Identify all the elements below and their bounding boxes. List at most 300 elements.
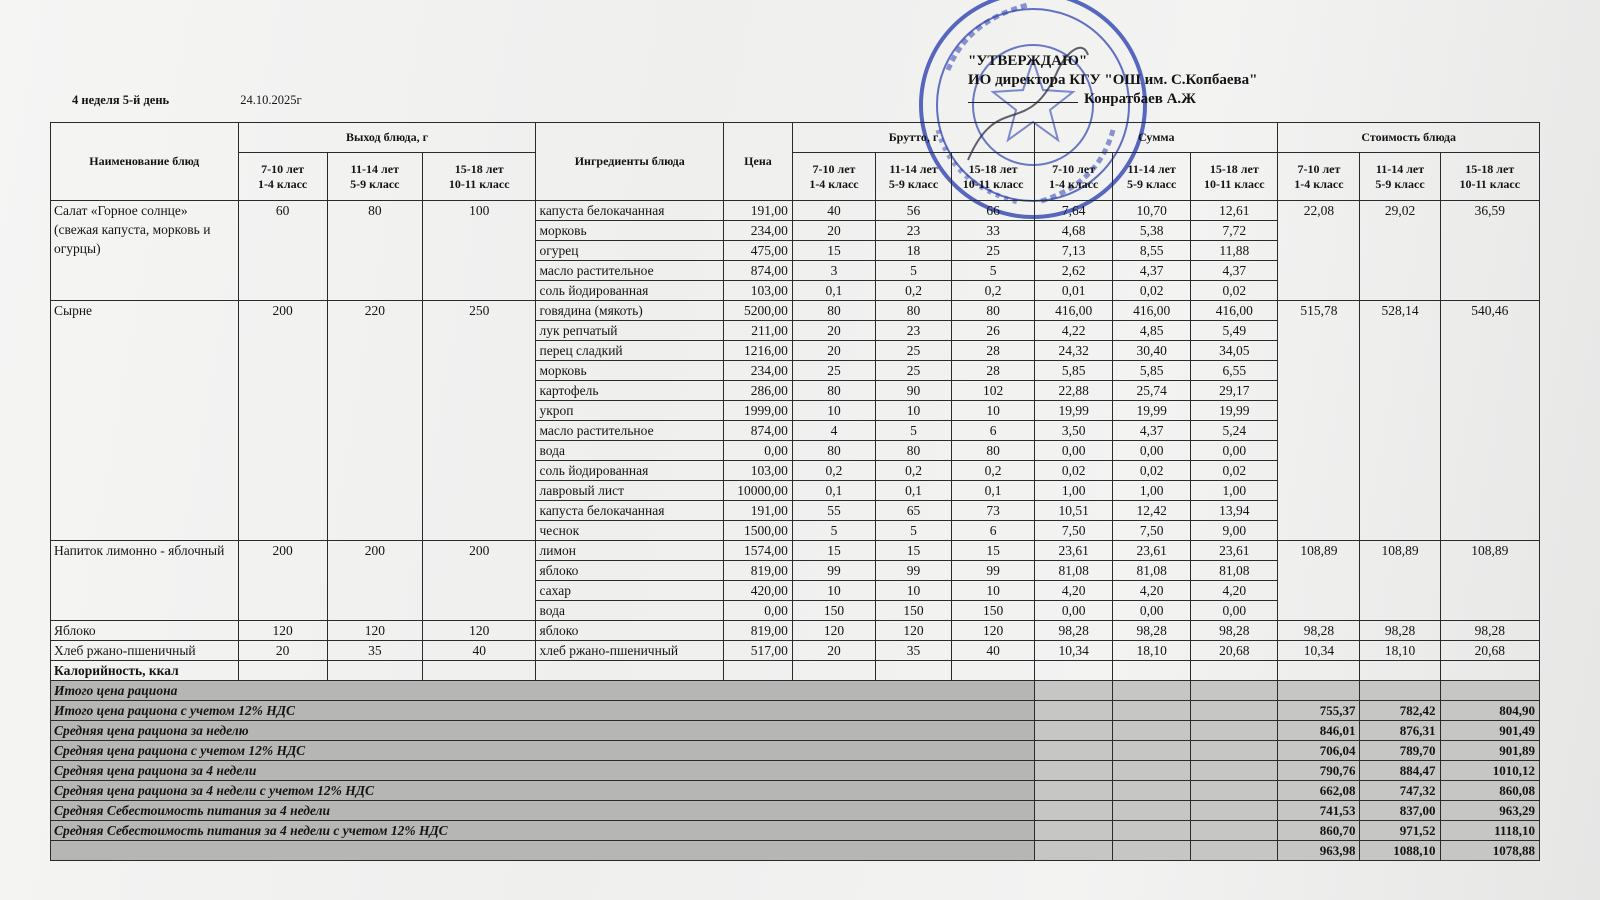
ingredient-sum: 81,08 — [1113, 561, 1191, 581]
ingredient-gross: 28 — [952, 361, 1035, 381]
calories-cell — [876, 661, 952, 681]
total-value: 860,70 — [1278, 821, 1360, 841]
dish-name: Сырне — [51, 301, 239, 541]
total-value: 662,08 — [1278, 781, 1360, 801]
menu-day-header — [72, 93, 302, 108]
ingredient-sum: 7,64 — [1035, 201, 1113, 221]
ingredient-name: говядина (мякоть) — [536, 301, 724, 321]
calories-cell — [952, 661, 1035, 681]
total-value: 782,42 — [1360, 701, 1440, 721]
dish-cost: 22,08 — [1278, 201, 1360, 301]
ingredient-sum: 81,08 — [1035, 561, 1113, 581]
total-value: 876,31 — [1360, 721, 1440, 741]
col-output: Выход блюда, г — [238, 123, 536, 153]
calories-cell — [723, 661, 792, 681]
ingredient-sum: 4,20 — [1113, 581, 1191, 601]
calories-cell — [422, 661, 536, 681]
total-value: 804,90 — [1440, 701, 1539, 721]
dish-cost: 98,28 — [1440, 621, 1539, 641]
total-value: 741,53 — [1278, 801, 1360, 821]
ingredient-gross: 33 — [952, 221, 1035, 241]
ingredient-gross: 10 — [792, 581, 875, 601]
total-empty — [1113, 801, 1191, 821]
ingredient-sum: 12,61 — [1191, 201, 1278, 221]
total-empty — [1035, 721, 1113, 741]
ingredient-sum: 23,61 — [1035, 541, 1113, 561]
total-row — [51, 841, 1540, 861]
grade-range: 10-11 класс — [1203, 176, 1265, 191]
approval-position: ИО директора КГУ "ОШ им. С.Копбаева" — [968, 72, 1258, 88]
ingredient-gross: 5 — [876, 521, 952, 541]
total-row — [51, 781, 1540, 801]
ingredient-gross: 0,1 — [792, 481, 875, 501]
ingredient-gross: 20 — [792, 321, 875, 341]
total-label: Средняя цена рациона за неделю — [51, 721, 1035, 741]
ingredient-gross: 0,1 — [952, 481, 1035, 501]
calories-cell — [1191, 661, 1278, 681]
total-value — [1278, 681, 1360, 701]
ingredient-sum: 0,00 — [1035, 601, 1113, 621]
dish-output: 200 — [238, 541, 327, 621]
ingredient-gross: 0,1 — [792, 281, 875, 301]
calories-label: Калорийность, ккал — [51, 661, 239, 681]
ingredient-sum: 5,38 — [1113, 221, 1191, 241]
ingredient-gross: 40 — [792, 201, 875, 221]
dish-cost: 98,28 — [1278, 621, 1360, 641]
total-empty — [1191, 701, 1278, 721]
age-header-output-1 — [238, 153, 327, 201]
total-empty — [1191, 781, 1278, 801]
menu-table — [50, 122, 1540, 861]
dish-output: 220 — [327, 301, 422, 541]
ingredient-gross: 80 — [952, 301, 1035, 321]
dish-output: 200 — [327, 541, 422, 621]
total-row — [51, 701, 1540, 721]
ingredient-gross: 80 — [876, 441, 952, 461]
total-label: Средняя Себестоимость питания за 4 недели с учетом 12% НДС — [51, 821, 1035, 841]
ingredient-gross: 23 — [876, 221, 952, 241]
calories-cell — [1278, 661, 1360, 681]
approval-signature-row — [968, 90, 1257, 109]
total-label: Итого цена рациона с учетом 12% НДС — [51, 701, 1035, 721]
ingredient-sum: 4,85 — [1113, 321, 1191, 341]
ingredient-sum: 98,28 — [1035, 621, 1113, 641]
ingredient-name: масло растительное — [536, 261, 724, 281]
ingredient-gross: 40 — [952, 641, 1035, 661]
dish-name: Напиток лимонно - яблочный — [51, 541, 239, 621]
dish-cost: 29,02 — [1360, 201, 1440, 301]
ingredient-price: 819,00 — [723, 621, 792, 641]
dish-name: Яблоко — [51, 621, 239, 641]
dish-cost: 20,68 — [1440, 641, 1539, 661]
total-empty — [1113, 781, 1191, 801]
total-empty — [1035, 781, 1113, 801]
grade-range: 5-9 класс — [1375, 176, 1425, 191]
age-range: 15-18 лет — [454, 161, 504, 176]
age-range: 11-14 лет — [350, 161, 399, 176]
ingredient-sum: 7,50 — [1035, 521, 1113, 541]
ingredient-sum: 7,72 — [1191, 221, 1278, 241]
ingredient-price: 819,00 — [723, 561, 792, 581]
ingredient-sum: 1,00 — [1113, 481, 1191, 501]
dish-cost: 528,14 — [1360, 301, 1440, 541]
col-cost: Стоимость блюда — [1278, 123, 1540, 153]
table-row — [51, 201, 1540, 221]
age-header-output-2 — [327, 153, 422, 201]
ingredient-sum: 1,00 — [1191, 481, 1278, 501]
ingredient-gross: 26 — [952, 321, 1035, 341]
ingredient-gross: 5 — [876, 261, 952, 281]
total-value: 884,47 — [1360, 761, 1440, 781]
ingredient-price: 191,00 — [723, 201, 792, 221]
ingredient-gross: 35 — [876, 641, 952, 661]
week-day-label: 4 неделя 5-й день — [72, 93, 170, 107]
ingredient-sum: 2,62 — [1035, 261, 1113, 281]
dish-cost: 36,59 — [1440, 201, 1539, 301]
total-empty — [1113, 701, 1191, 721]
ingredient-sum: 7,50 — [1113, 521, 1191, 541]
ingredient-sum: 0,02 — [1191, 461, 1278, 481]
ingredient-gross: 10 — [876, 401, 952, 421]
ingredient-gross: 120 — [952, 621, 1035, 641]
age-range: 7-10 лет — [261, 161, 305, 176]
ingredient-sum: 4,22 — [1035, 321, 1113, 341]
ingredient-gross: 0,2 — [876, 281, 952, 301]
ingredient-sum: 4,37 — [1113, 261, 1191, 281]
total-empty — [1035, 841, 1113, 861]
age-header-gross-1 — [792, 153, 875, 201]
ingredient-price: 10000,00 — [723, 481, 792, 501]
ingredient-name: капуста белокачанная — [536, 201, 724, 221]
ingredient-sum: 10,70 — [1113, 201, 1191, 221]
ingredient-sum: 10,34 — [1035, 641, 1113, 661]
approval-title: "УТВЕРЖДАЮ" — [968, 53, 1088, 69]
ingredient-sum: 0,02 — [1035, 461, 1113, 481]
total-label: Средняя Себестоимость питания за 4 недели — [51, 801, 1035, 821]
age-header-sum-1 — [1035, 153, 1113, 201]
ingredient-price: 234,00 — [723, 361, 792, 381]
ingredient-price: 191,00 — [723, 501, 792, 521]
ingredient-name: соль йодированная — [536, 461, 724, 481]
ingredient-gross: 5 — [876, 421, 952, 441]
dish-output: 20 — [238, 641, 327, 661]
ingredient-price: 420,00 — [723, 581, 792, 601]
total-value: 971,52 — [1360, 821, 1440, 841]
calories-cell — [792, 661, 875, 681]
total-value: 1118,10 — [1440, 821, 1539, 841]
ingredient-name: соль йодированная — [536, 281, 724, 301]
dish-name: Салат «Горное солнце» (свежая капуста, морковь и огурцы) — [51, 201, 239, 301]
total-empty — [1113, 761, 1191, 781]
ingredient-name: вода — [536, 441, 724, 461]
dish-output: 120 — [422, 621, 536, 641]
ingredient-price: 5200,00 — [723, 301, 792, 321]
total-empty — [1035, 761, 1113, 781]
approval-block — [968, 52, 1257, 109]
ingredient-sum: 98,28 — [1113, 621, 1191, 641]
total-label: Средняя цена рациона за 4 недели с учетом 12% НДС — [51, 781, 1035, 801]
ingredient-gross: 0,2 — [952, 281, 1035, 301]
total-empty — [1191, 741, 1278, 761]
calories-row — [51, 661, 1540, 681]
total-empty — [1191, 761, 1278, 781]
ingredient-sum: 22,88 — [1035, 381, 1113, 401]
ingredient-sum: 0,00 — [1191, 601, 1278, 621]
age-header-gross-3 — [952, 153, 1035, 201]
dish-output: 80 — [327, 201, 422, 301]
ingredient-sum: 416,00 — [1191, 301, 1278, 321]
ingredient-gross: 3 — [792, 261, 875, 281]
total-value: 1078,88 — [1440, 841, 1539, 861]
ingredient-name: лавровый лист — [536, 481, 724, 501]
total-empty — [1035, 681, 1113, 701]
dish-cost: 10,34 — [1278, 641, 1360, 661]
dish-output: 35 — [327, 641, 422, 661]
ingredient-sum: 19,99 — [1035, 401, 1113, 421]
ingredient-gross: 0,2 — [792, 461, 875, 481]
grade-range: 5-9 класс — [1127, 176, 1177, 191]
ingredient-sum: 5,85 — [1113, 361, 1191, 381]
dish-cost: 540,46 — [1440, 301, 1539, 541]
dish-cost: 18,10 — [1360, 641, 1440, 661]
ingredient-gross: 6 — [952, 421, 1035, 441]
ingredient-gross: 0,2 — [952, 461, 1035, 481]
total-value: 790,76 — [1278, 761, 1360, 781]
ingredient-sum: 0,02 — [1113, 461, 1191, 481]
age-range: 15-18 лет — [1209, 161, 1259, 176]
ingredient-price: 103,00 — [723, 461, 792, 481]
ingredient-price: 0,00 — [723, 441, 792, 461]
total-value: 789,70 — [1360, 741, 1440, 761]
ingredient-sum: 11,88 — [1191, 241, 1278, 261]
ingredient-sum: 4,20 — [1191, 581, 1278, 601]
calories-cell — [1440, 661, 1539, 681]
ingredient-sum: 0,00 — [1113, 441, 1191, 461]
ingredient-name: масло растительное — [536, 421, 724, 441]
ingredient-gross: 20 — [792, 221, 875, 241]
ingredient-gross: 15 — [952, 541, 1035, 561]
dish-output: 250 — [422, 301, 536, 541]
ingredient-name: перец сладкий — [536, 341, 724, 361]
total-value: 706,04 — [1278, 741, 1360, 761]
total-value — [1440, 681, 1539, 701]
total-empty — [1191, 821, 1278, 841]
grade-range: 10-11 класс — [448, 176, 510, 191]
ingredient-gross: 6 — [952, 521, 1035, 541]
total-row — [51, 741, 1540, 761]
dish-cost: 108,89 — [1278, 541, 1360, 621]
ingredient-gross: 99 — [876, 561, 952, 581]
ingredient-gross: 25 — [952, 241, 1035, 261]
ingredient-name: укроп — [536, 401, 724, 421]
age-range: 11-14 лет — [1127, 161, 1176, 176]
ingredient-sum: 0,00 — [1191, 441, 1278, 461]
grade-range: 5-9 класс — [350, 176, 400, 191]
ingredient-gross: 25 — [792, 361, 875, 381]
ingredient-price: 517,00 — [723, 641, 792, 661]
age-header-sum-3 — [1191, 153, 1278, 201]
ingredient-sum: 25,74 — [1113, 381, 1191, 401]
age-header-output-3 — [422, 153, 536, 201]
ingredient-gross: 80 — [792, 301, 875, 321]
total-label: Средняя цена рациона с учетом 12% НДС — [51, 741, 1035, 761]
total-value: 1010,12 — [1440, 761, 1539, 781]
col-ingredients: Ингредиенты блюда — [536, 123, 724, 201]
total-empty — [1113, 741, 1191, 761]
ingredient-price: 211,00 — [723, 321, 792, 341]
ingredient-sum: 18,10 — [1113, 641, 1191, 661]
ingredient-gross: 80 — [792, 441, 875, 461]
ingredient-gross: 65 — [876, 501, 952, 521]
ingredient-gross: 15 — [876, 541, 952, 561]
ingredient-sum: 8,55 — [1113, 241, 1191, 261]
total-value — [1360, 681, 1440, 701]
ingredient-price: 286,00 — [723, 381, 792, 401]
col-dish-name: Наименование блюд — [51, 123, 239, 201]
total-value: 901,89 — [1440, 741, 1539, 761]
dish-output: 120 — [238, 621, 327, 641]
ingredient-sum: 19,99 — [1191, 401, 1278, 421]
ingredient-sum: 13,94 — [1191, 501, 1278, 521]
ingredient-name: огурец — [536, 241, 724, 261]
age-range: 7-10 лет — [812, 161, 856, 176]
ingredient-sum: 0,00 — [1035, 441, 1113, 461]
age-range: 15-18 лет — [968, 161, 1018, 176]
ingredient-gross: 10 — [876, 581, 952, 601]
dish-cost: 98,28 — [1360, 621, 1440, 641]
total-empty — [1035, 741, 1113, 761]
age-range: 7-10 лет — [1297, 161, 1341, 176]
total-value: 747,32 — [1360, 781, 1440, 801]
ingredient-name: яблоко — [536, 561, 724, 581]
ingredient-gross: 80 — [792, 381, 875, 401]
age-range: 7-10 лет — [1052, 161, 1096, 176]
ingredient-gross: 99 — [952, 561, 1035, 581]
ingredient-gross: 5 — [792, 521, 875, 541]
ingredient-gross: 23 — [876, 321, 952, 341]
ingredient-sum: 4,37 — [1191, 261, 1278, 281]
ingredient-gross: 120 — [792, 621, 875, 641]
ingredient-price: 1999,00 — [723, 401, 792, 421]
total-empty — [1191, 801, 1278, 821]
ingredient-price: 234,00 — [723, 221, 792, 241]
ingredient-price: 1500,00 — [723, 521, 792, 541]
ingredient-sum: 5,24 — [1191, 421, 1278, 441]
ingredient-sum: 416,00 — [1113, 301, 1191, 321]
ingredient-sum: 4,20 — [1035, 581, 1113, 601]
ingredient-name: хлеб ржано-пшеничный — [536, 641, 724, 661]
ingredient-gross: 4 — [792, 421, 875, 441]
total-row — [51, 801, 1540, 821]
grade-range: 5-9 класс — [888, 176, 939, 191]
ingredient-gross: 150 — [792, 601, 875, 621]
total-empty — [1113, 721, 1191, 741]
dish-cost: 108,89 — [1440, 541, 1539, 621]
col-sum: Сумма — [1035, 123, 1278, 153]
ingredient-gross: 120 — [876, 621, 952, 641]
approver-name: Конратбаев А.Ж — [1084, 91, 1197, 107]
ingredient-sum: 9,00 — [1191, 521, 1278, 541]
age-range: 15-18 лет — [1465, 161, 1515, 176]
grade-range: 1-4 класс — [1294, 176, 1344, 191]
total-row — [51, 761, 1540, 781]
dish-name: Хлеб ржано-пшеничный — [51, 641, 239, 661]
ingredient-name: картофель — [536, 381, 724, 401]
ingredient-name: лимон — [536, 541, 724, 561]
col-gross: Брутто, г — [792, 123, 1034, 153]
total-empty — [1113, 841, 1191, 861]
ingredient-gross: 66 — [952, 201, 1035, 221]
ingredient-sum: 19,99 — [1113, 401, 1191, 421]
menu-table-wrap — [50, 122, 1540, 861]
age-header-gross-2 — [876, 153, 952, 201]
ingredient-gross: 0,1 — [876, 481, 952, 501]
total-empty — [1035, 821, 1113, 841]
total-empty — [1113, 681, 1191, 701]
ingredient-sum: 6,55 — [1191, 361, 1278, 381]
grade-range: 1-4 класс — [809, 176, 859, 191]
ingredient-sum: 30,40 — [1113, 341, 1191, 361]
grade-range: 10-11 класс — [962, 176, 1024, 191]
dish-output: 200 — [422, 541, 536, 621]
total-label: Средняя цена рациона за 4 недели — [51, 761, 1035, 781]
ingredient-sum: 20,68 — [1191, 641, 1278, 661]
dish-output: 120 — [327, 621, 422, 641]
ingredient-sum: 24,32 — [1035, 341, 1113, 361]
ingredient-gross: 73 — [952, 501, 1035, 521]
ingredient-sum: 10,51 — [1035, 501, 1113, 521]
age-header-sum-2 — [1113, 153, 1191, 201]
ingredient-gross: 10 — [792, 401, 875, 421]
ingredient-sum: 0,02 — [1113, 281, 1191, 301]
ingredient-sum: 7,13 — [1035, 241, 1113, 261]
ingredient-name: лук репчатый — [536, 321, 724, 341]
calories-cell — [238, 661, 327, 681]
total-row — [51, 821, 1540, 841]
ingredient-gross: 80 — [952, 441, 1035, 461]
ingredient-gross: 25 — [876, 341, 952, 361]
total-value: 901,49 — [1440, 721, 1539, 741]
ingredient-name: морковь — [536, 361, 724, 381]
ingredient-sum: 12,42 — [1113, 501, 1191, 521]
ingredient-gross: 20 — [792, 641, 875, 661]
total-label: Итого цена рациона — [51, 681, 1035, 701]
total-empty — [1191, 721, 1278, 741]
ingredient-sum: 3,50 — [1035, 421, 1113, 441]
table-row — [51, 301, 1540, 321]
ingredient-sum: 4,37 — [1113, 421, 1191, 441]
ingredient-sum: 4,68 — [1035, 221, 1113, 241]
table-row — [51, 641, 1540, 661]
calories-cell — [536, 661, 724, 681]
ingredient-gross: 20 — [792, 341, 875, 361]
ingredient-sum: 0,01 — [1035, 281, 1113, 301]
ingredient-gross: 56 — [876, 201, 952, 221]
ingredient-gross: 15 — [792, 541, 875, 561]
total-value: 755,37 — [1278, 701, 1360, 721]
total-label — [51, 841, 1035, 861]
ingredient-gross: 28 — [952, 341, 1035, 361]
ingredient-sum: 81,08 — [1191, 561, 1278, 581]
total-empty — [1035, 701, 1113, 721]
grade-range: 1-4 класс — [257, 176, 308, 191]
ingredient-gross: 150 — [876, 601, 952, 621]
ingredient-price: 475,00 — [723, 241, 792, 261]
ingredient-gross: 102 — [952, 381, 1035, 401]
ingredient-name: морковь — [536, 221, 724, 241]
ingredient-price: 1216,00 — [723, 341, 792, 361]
ingredient-price: 1574,00 — [723, 541, 792, 561]
